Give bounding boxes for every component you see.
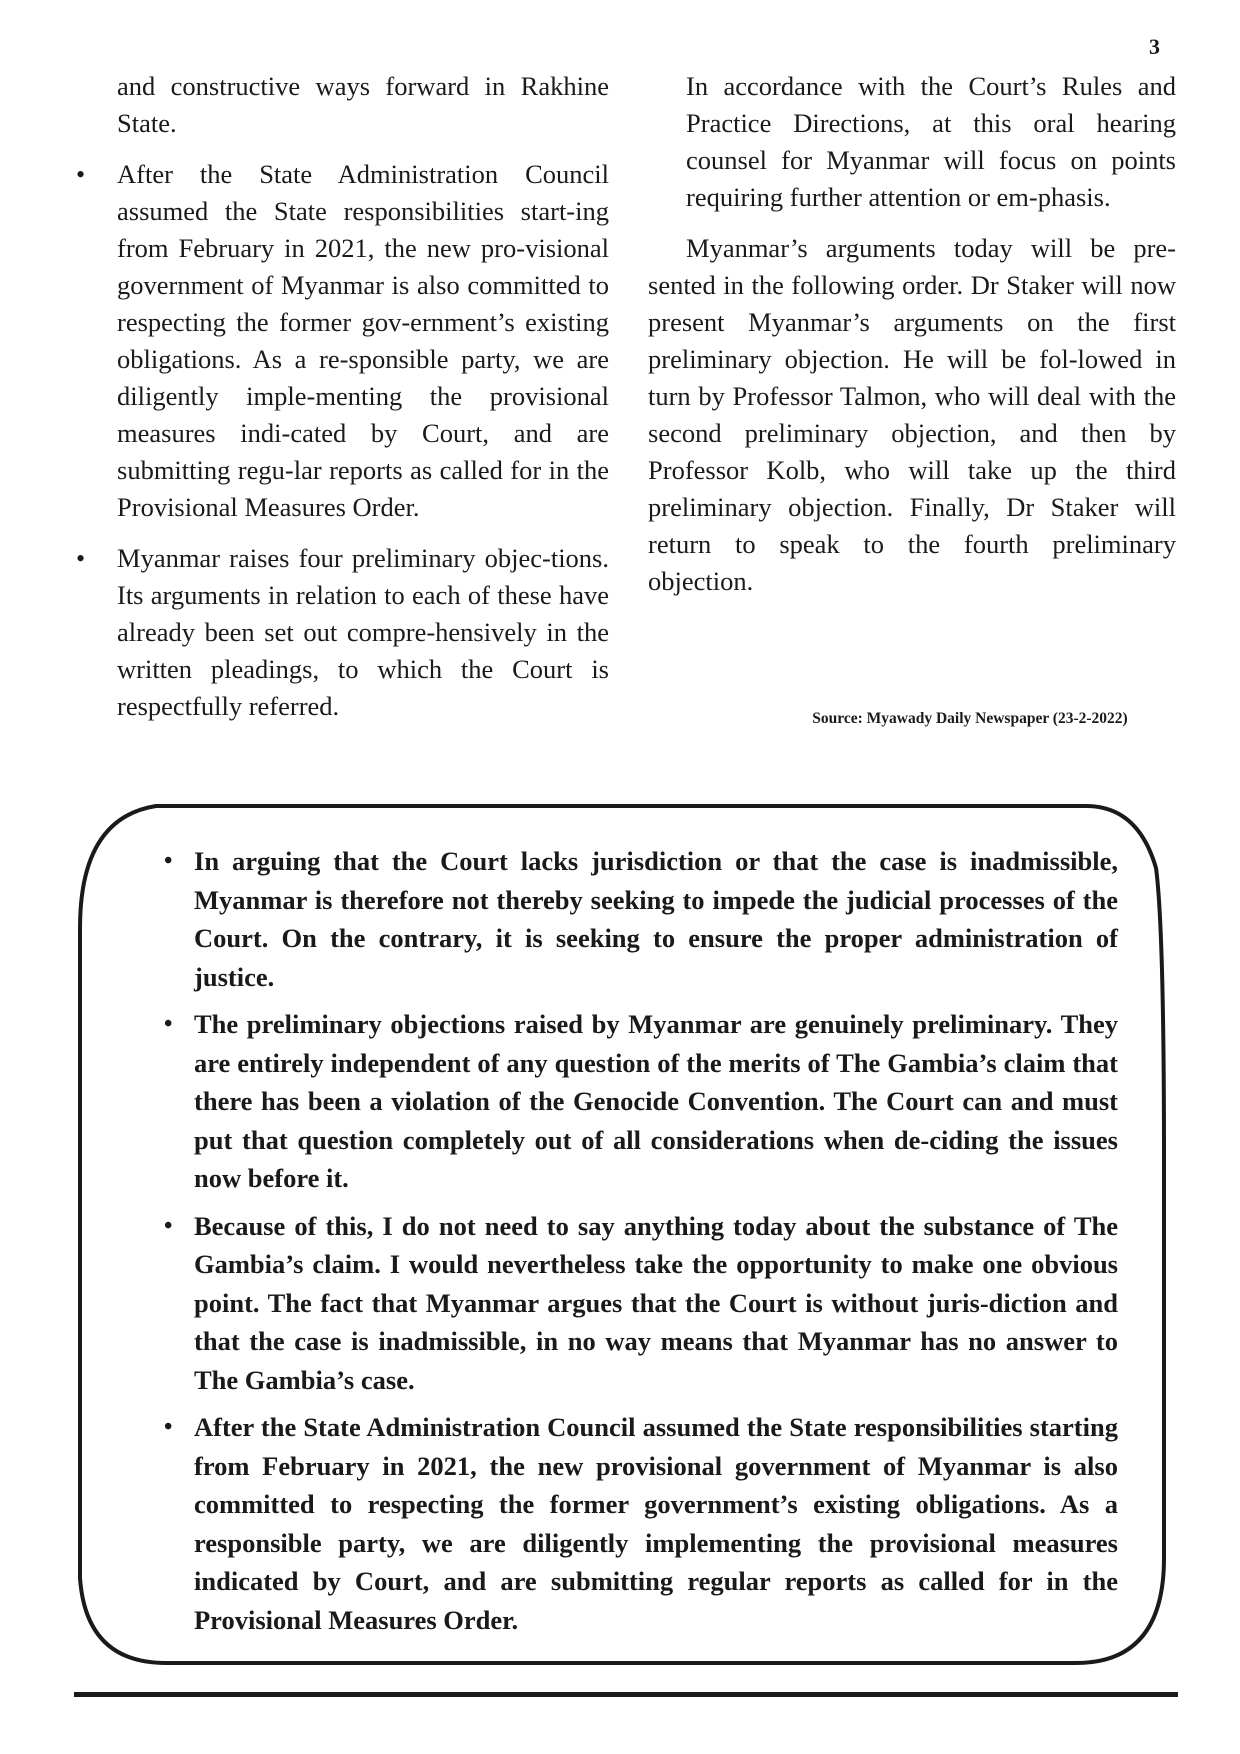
- list-item: • Because of this, I do not need to say anything today about the substance of The Gambia’s claim. I would nevertheless take the opportunity to make one obvious point. The fact that Myanmar argues that the Court is without juris-diction and that the case is inadmissible, in no way means that Myanmar has no answer to The Gambia’s case.: [118, 1207, 1118, 1400]
- right-continuation-paragraph: In accordance with the Court’s Rules and Practice Directions, at this oral hearing counsel for Myanmar will focus on points requiring further attention or em-phasis.: [686, 71, 1176, 212]
- left-continuation-paragraph: and constructive ways forward in Rakhine State.: [117, 71, 609, 138]
- right-body-paragraph: Myanmar’s arguments today will be pre-sented in the following order. Dr Staker will now present Myanmar’s arguments on the first preliminary objection. He will be fol-lowed in turn by Professor Talmon, who will deal with the second preliminary objection, and then by Professor Kolb, who will take up the third preliminary objection. Finally, Dr Staker will return to speak to the fourth preliminary objection.: [648, 233, 1176, 596]
- list-item: • In arguing that the Court lacks jurisdiction or that the case is inadmissible, Myanmar is therefore not thereby seeking to impede the judicial processes of the Court. On the contrary, it is seeking to ensure the proper administration of justice.: [118, 842, 1118, 996]
- page-number: 3: [1149, 34, 1160, 59]
- source-citation: Source: Myawady Daily Newspaper (23-2-2022): [812, 710, 1128, 727]
- list-item: • Myanmar raises four preliminary objec-tions. Its arguments in relation to each of these have already been set out compre-hensively in the written pleadings, to which the Court is respectfully referred.: [76, 540, 609, 725]
- highlight-box: [76, 798, 1168, 1669]
- left-bullet-list: [76, 156, 609, 725]
- left-column: [76, 68, 609, 725]
- right-column: [648, 68, 1176, 600]
- highlight-bullet-list: [118, 842, 1118, 1648]
- list-item: • The preliminary objections raised by Myanmar are genuinely preliminary. They are entirely independent of any question of the merits of The Gambia’s claim that there has been a violation of the Genocide Convention. The Court can and must put that question completely out of all considerations when de-ciding the issues now before it.: [118, 1005, 1118, 1198]
- list-item: • After the State Administration Council assumed the State responsibilities start-ing from February in 2021, the new pro-visional government of Myanmar is also committed to respecting the former gov-ernment’s existing obligations. As a re-sponsible party, we are diligently imple-menting the provisional measures indi-cated by Court, and are submitting regu-lar reports as called for in the Provisional Measures Order.: [76, 156, 609, 526]
- bottom-rule: [74, 1692, 1178, 1697]
- list-item: • After the State Administration Council assumed the State responsibilities starting from February in 2021, the new provisional government of Myanmar is also committed to respecting the former government’s existing obligations. As a responsible party, we are diligently implementing the provisional measures indicated by Court, and are submitting regular reports as called for in the Provisional Measures Order.: [118, 1408, 1118, 1639]
